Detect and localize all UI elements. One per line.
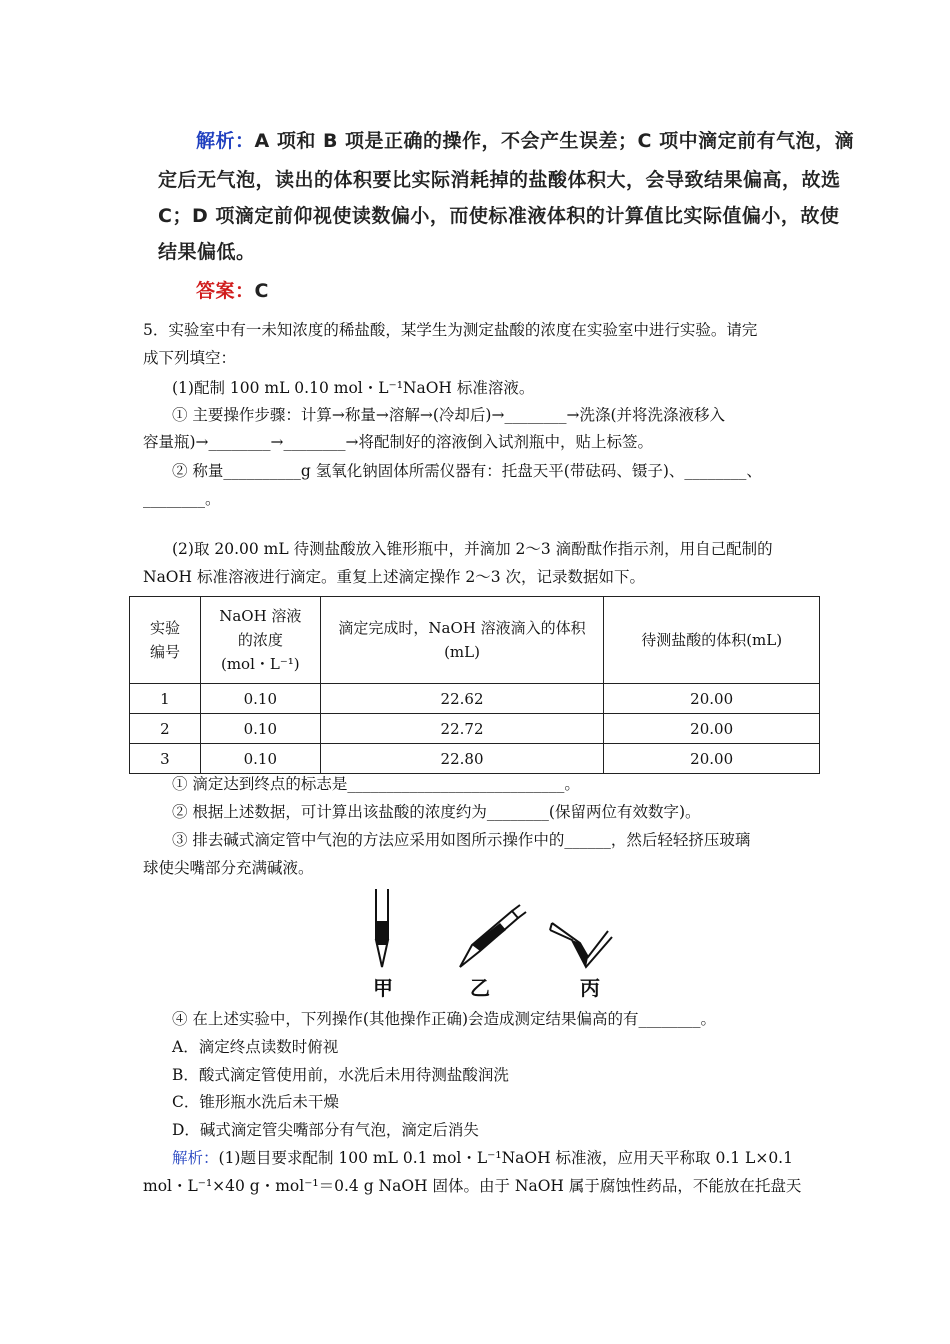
analysis2-text-1: (1)题目要求配制 100 mL 0.1 mol・L⁻¹NaOH 标准液，应用天平称取 0.1 L×0.1 <box>218 1149 793 1167</box>
cell-no: 2 <box>130 714 201 744</box>
q5-step-2b: ________。 <box>143 490 221 508</box>
cell-naoh-vol: 22.62 <box>320 684 604 714</box>
cell-no: 1 <box>130 684 201 714</box>
q4-stem: ④ 在上述实验中，下列操作(其他操作正确)会造成测定结果偏高的有________。 <box>172 1010 717 1028</box>
analysis-text-1: A 项和 B 项是正确的操作，不会产生误差；C 项中滴定前有气泡，滴 <box>254 130 855 152</box>
header-experiment-no <box>130 597 201 684</box>
analysis-line-1 <box>196 130 854 152</box>
header-text: (mL) <box>444 643 480 661</box>
label-yi: 乙 <box>470 976 490 1000</box>
cell-naoh-vol: 22.80 <box>320 744 604 774</box>
label-bing: 丙 <box>580 976 600 1000</box>
q5-line-1: 5．实验室中有一未知浓度的稀盐酸，某学生为测定盐酸的浓度在实验室中进行实验。请完 <box>143 321 758 339</box>
answer-line <box>196 280 269 302</box>
header-text: (mol・L⁻¹) <box>220 655 300 673</box>
titration-data-table <box>129 596 820 774</box>
header-text: 的浓度 <box>237 631 283 649</box>
table-row <box>130 744 820 774</box>
q5-sub2: ② 根据上述数据，可计算出该盐酸的浓度约为________(保留两位有效数字)。 <box>172 803 701 821</box>
analysis-line-2: 定后无气泡，读出的体积要比实际消耗掉的盐酸体积大，会导致结果偏高，故选 <box>158 169 841 191</box>
header-text: 滴定完成时，NaOH 溶液滴入的体积 <box>338 619 586 637</box>
analysis2-line-1 <box>172 1147 793 1169</box>
header-naoh-conc <box>200 597 320 684</box>
q4-option-b: B．酸式滴定管使用前，水洗后未用待测盐酸润洗 <box>172 1066 509 1084</box>
q5-sub1: ① 滴定达到终点的标志是____________________________。 <box>172 775 580 793</box>
burette-jia <box>376 889 388 967</box>
burette-yi <box>460 905 526 967</box>
q5-line-2: 成下列填空： <box>143 349 237 367</box>
header-text: NaOH 溶液 <box>219 607 302 625</box>
answer-label: 答案： <box>196 280 255 302</box>
q5-part1: (1)配制 100 mL 0.10 mol・L⁻¹NaOH 标准溶液。 <box>172 379 535 397</box>
cell-conc: 0.10 <box>200 744 320 774</box>
q5-sub3-a: ③ 排去碱式滴定管中气泡的方法应采用如图所示操作中的______，然后轻轻挤压玻璃 <box>172 831 751 849</box>
q5-step-1a: ① 主要操作步骤：计算→称量→溶解→(冷却后)→________→洗涤(并将洗涤液移入 <box>172 406 726 424</box>
cell-no: 3 <box>130 744 201 774</box>
q5-step-2a: ② 称量__________g 氢氧化钠固体所需仪器有：托盘天平(带砝码、镊子)、________、 <box>172 462 762 480</box>
q4-option-d: D．碱式滴定管尖嘴部分有气泡，滴定后消失 <box>172 1121 479 1139</box>
table-header-row <box>130 597 820 684</box>
header-text: 实验 <box>149 619 180 637</box>
q5-part2-a: (2)取 20.00 mL 待测盐酸放入锥形瓶中，并滴加 2～3 滴酚酞作指示剂，用自己配制的 <box>172 540 773 558</box>
table-row <box>130 714 820 744</box>
analysis2-line-2: mol・L⁻¹×40 g・mol⁻¹＝0.4 g NaOH 固体。由于 NaOH 属于腐蚀性药品，不能放在托盘天 <box>143 1177 802 1195</box>
cell-conc: 0.10 <box>200 684 320 714</box>
q4-option-c: C．锥形瓶水洗后未干燥 <box>172 1093 339 1111</box>
header-hcl-volume: 待测盐酸的体积(mL) <box>604 597 820 684</box>
analysis-line-4: 结果偏低。 <box>158 241 256 263</box>
cell-conc: 0.10 <box>200 714 320 744</box>
label-jia: 甲 <box>373 976 393 1000</box>
q5-step-1b: 容量瓶)→________→________→将配制好的溶液倒入试剂瓶中，贴上标签。 <box>143 433 654 451</box>
burette-bing <box>550 923 612 967</box>
q5-sub3-b: 球使尖嘴部分充满碱液。 <box>143 859 314 877</box>
header-naoh-volume <box>320 597 604 684</box>
table-row <box>130 684 820 714</box>
cell-hcl-vol: 20.00 <box>604 744 820 774</box>
q5-part2-b: NaOH 标准溶液进行滴定。重复上述滴定操作 2～3 次，记录数据如下。 <box>143 568 646 586</box>
cell-naoh-vol: 22.72 <box>320 714 604 744</box>
analysis-label: 解析： <box>196 130 255 152</box>
answer-value: C <box>254 280 269 302</box>
header-text: 编号 <box>149 643 180 661</box>
analysis2-label: 解析： <box>172 1149 219 1167</box>
cell-hcl-vol: 20.00 <box>604 714 820 744</box>
cell-hcl-vol: 20.00 <box>604 684 820 714</box>
q4-option-a: A．滴定终点读数时俯视 <box>172 1038 339 1056</box>
analysis-line-3: C；D 项滴定前仰视使读数偏小，而使标准液体积的计算值比实际值偏小，故使 <box>158 205 840 227</box>
